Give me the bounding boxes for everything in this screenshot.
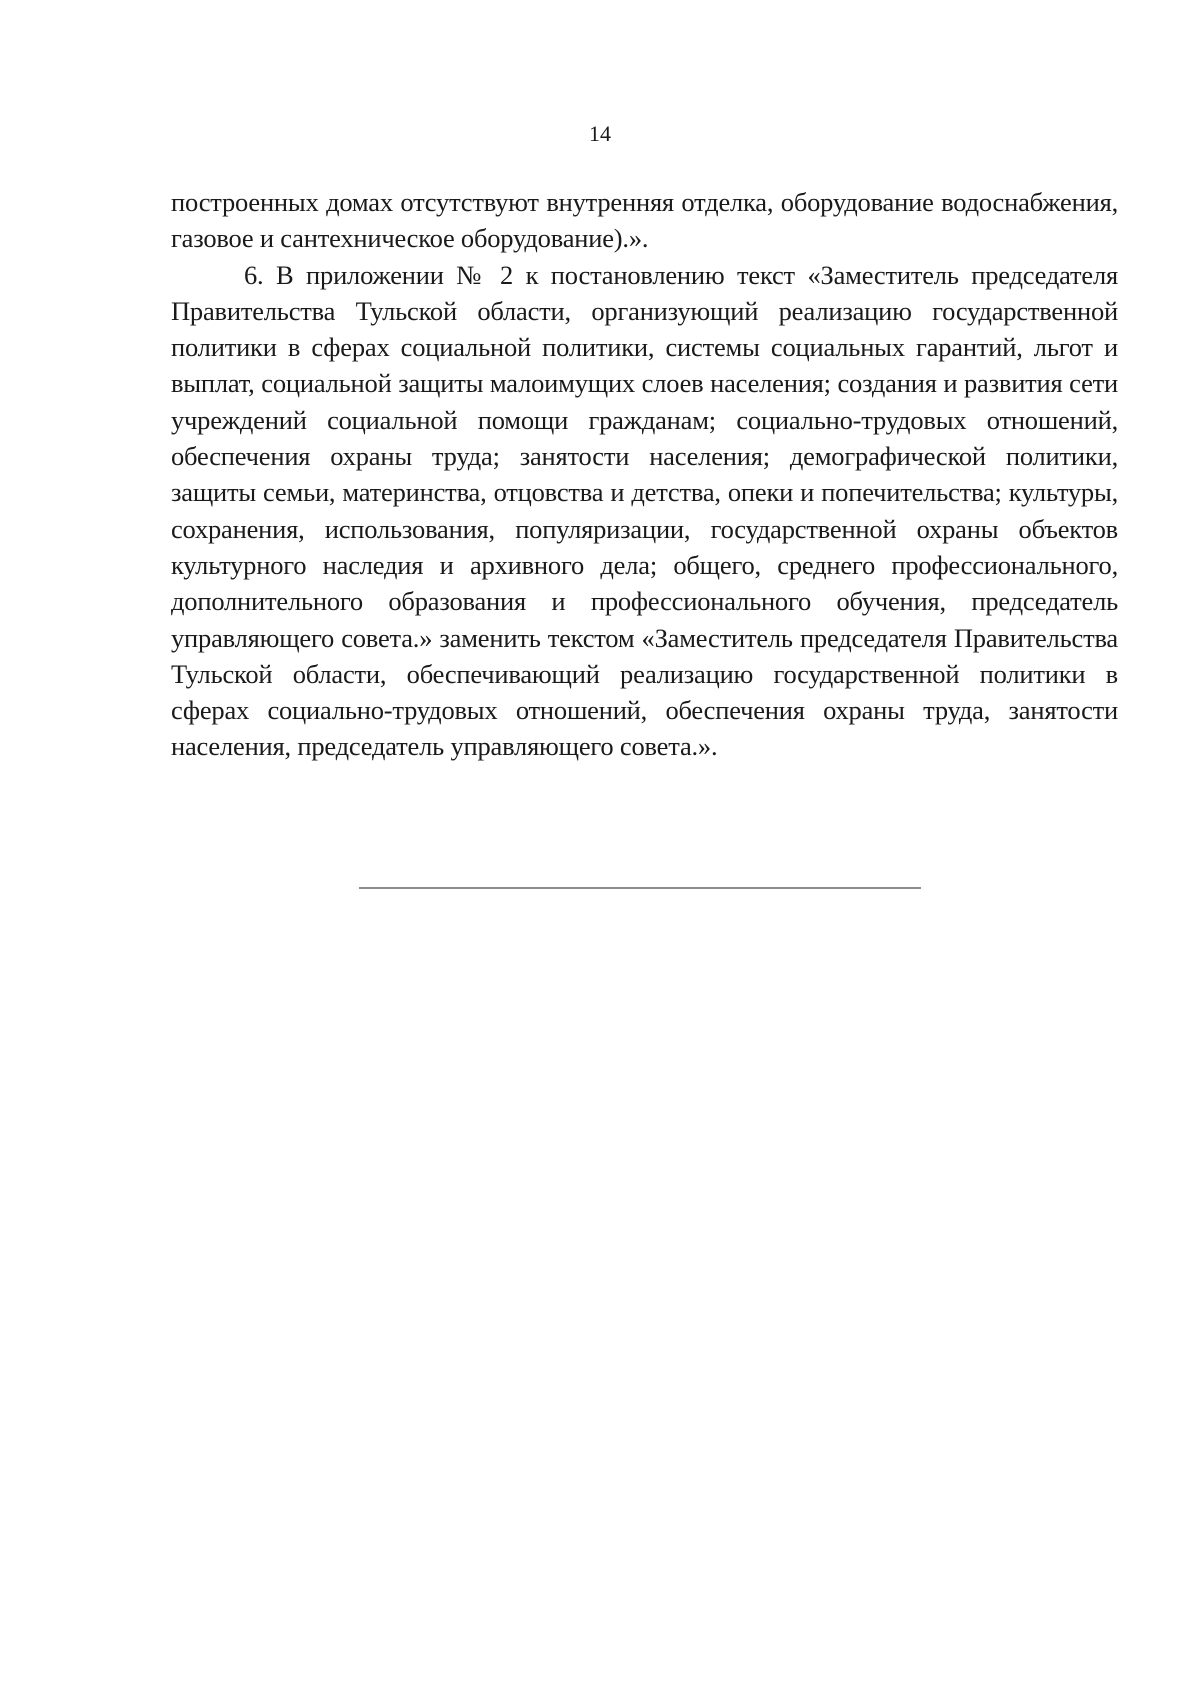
end-divider: [359, 887, 921, 889]
paragraph-item-6: 6. В приложении № 2 к постановлению текст «Заместитель председателя Правительства Тульской области, организующий реализацию государственной политики в сферах социальной политики, системы социальных гарантий, льгот и выплат, социальной защиты малоимущих слоев населения; создания и развития сети учреждений социальной помощи гражданам; социально-трудовых отношений, обеспечения охраны труда; занятости населения; демографической политики, защиты семьи, материнства, отцовства и детства, опеки и попечительства; культуры, сохранения, использования, популяризации, государственной охраны объектов культурного наследия и архивного дела; общего, среднего профессионального, дополнительного образования и профессионального обучения, председатель управляющего совета.» заменить текстом «Заместитель председателя Правительства Тульской области, обеспечивающий реализацию государственной политики в сферах социально-трудовых отношений, обеспечения охраны труда, занятости населения, председатель управляющего совета.».: [171, 259, 1118, 762]
paragraph-continuation: построенных домах отсутствуют внутренняя отделка, оборудование водоснабжения, газовое и сантехническое оборудование).».: [171, 187, 1118, 254]
document-body: [171, 184, 1118, 765]
page-number: 14: [589, 121, 611, 146]
